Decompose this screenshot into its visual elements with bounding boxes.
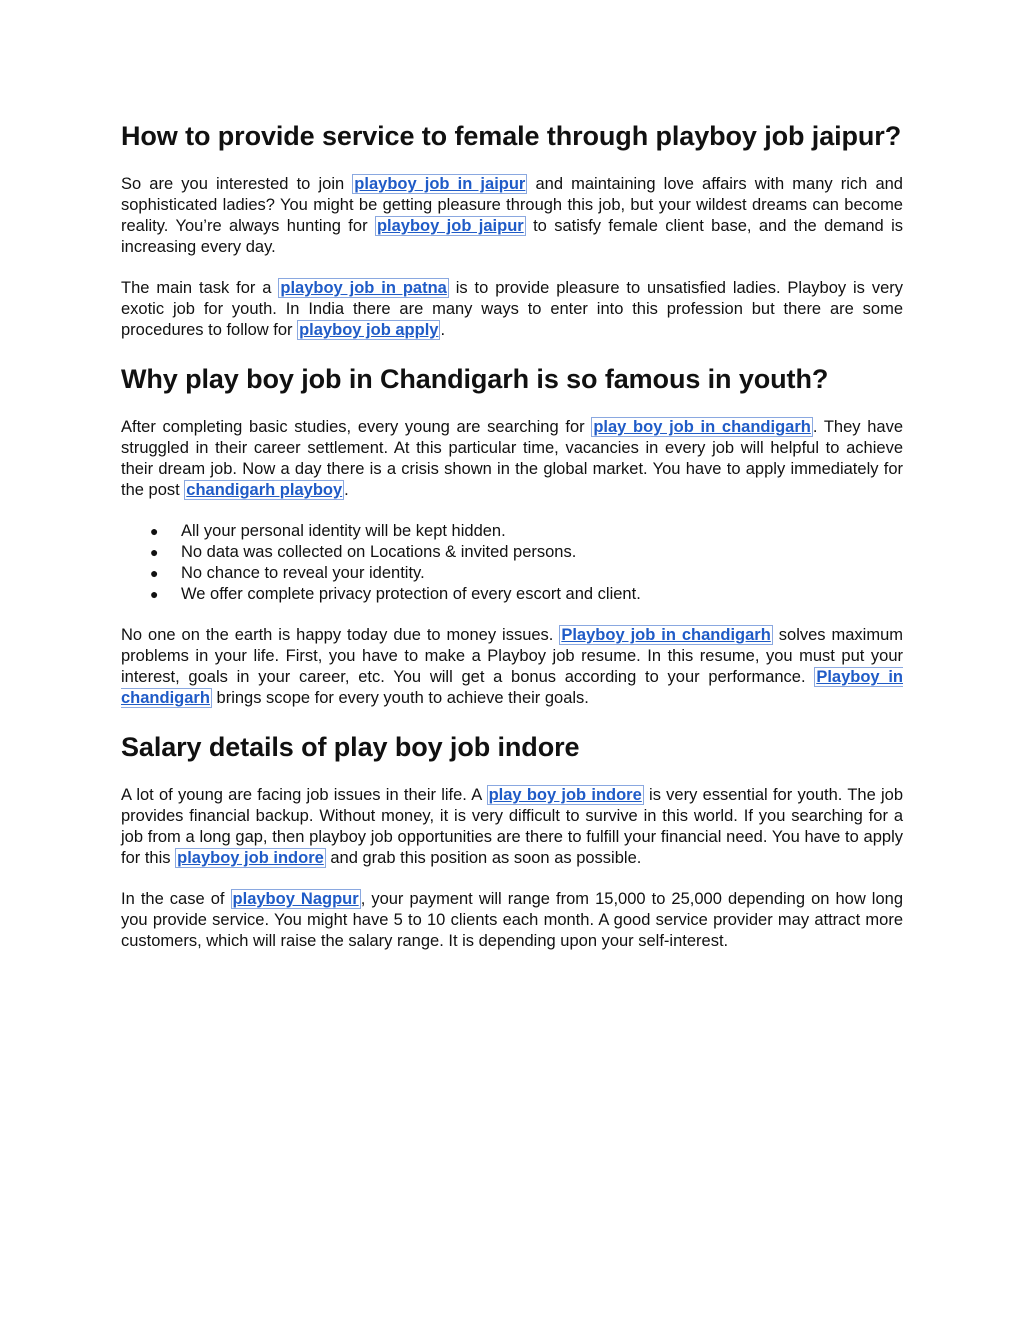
- list-item: [121, 584, 903, 605]
- text: A lot of young are facing job issues in their life. A: [121, 786, 487, 804]
- text: In the case of: [121, 890, 231, 908]
- text: . They have struggled in their career settlement. At this particular time, vacancies in every job will helpful to achieve their dream job. Now a day there is a crisis shown in the global market. You have to apply immediately for the post: [121, 418, 904, 499]
- text: solves maximum problems in your life. First, you have to make a Playboy job resume. In this resume, you must put your interest, goals in your career, etc. You will get a bonus according to your performance.: [121, 626, 903, 686]
- link-playboy-in-chandigarh[interactable]: Playboy in chandigarh: [121, 668, 903, 707]
- text: is to provide pleasure to unsatisfied ladies. Playboy is very exotic job for youth. In India there are many ways to enter into this profession but there are some procedures to follow for: [121, 279, 903, 339]
- privacy-bullet-list: [121, 521, 903, 605]
- heading-chandigarh: Why play boy job in Chandigarh is so famous in youth?: [121, 364, 829, 394]
- link-playboy-job-in-patna[interactable]: playboy job in patna: [280, 279, 447, 297]
- text: .: [344, 481, 349, 499]
- text: No one on the earth is happy today due to money issues.: [121, 626, 560, 644]
- link-playboy-job-apply[interactable]: playboy job apply: [299, 321, 439, 339]
- text: The main task for a: [121, 279, 279, 297]
- text: brings scope for every youth to achieve their goals.: [211, 689, 589, 707]
- link-playboy-job-in-chandigarh[interactable]: Playboy job in chandigarh: [561, 626, 771, 644]
- text: and maintaining love affairs with many rich and sophisticated ladies? You might be getting pleasure through this job, but your wildest dreams can become reality. You’re always hunting for: [121, 175, 903, 235]
- link-playboy-nagpur[interactable]: playboy Nagpur: [232, 890, 359, 908]
- text: and grab this position as soon as possible.: [325, 849, 642, 867]
- heading-jaipur: How to provide service to female through playboy job jaipur?: [121, 121, 902, 151]
- list-item: [121, 563, 903, 584]
- text: to satisfy female client base, and the demand is increasing every day.: [121, 217, 904, 256]
- list-item-text: We offer complete privacy protection of every escort and client.: [181, 585, 641, 603]
- document-page: [121, 118, 903, 972]
- link-play-boy-job-indore[interactable]: play boy job indore: [488, 786, 642, 804]
- paragraph-jaipur-intro: [121, 174, 903, 258]
- list-item-text: No chance to reveal your identity.: [181, 564, 425, 582]
- list-item: [121, 521, 903, 542]
- bullet-icon: ●: [150, 565, 159, 581]
- text: , your payment will range from 15,000 to 25,000 depending on how long you provide service. You might have 5 to 10 clients each month. A good service provider may attract more customers, which will raise the salary range. It is depending upon your self-interest.: [121, 890, 903, 950]
- link-play-boy-job-in-chandigarh[interactable]: play boy job in chandigarh: [593, 418, 811, 436]
- link-chandigarh-playboy[interactable]: chandigarh playboy: [186, 481, 343, 499]
- bullet-icon: ●: [150, 586, 159, 602]
- paragraph-chandigarh-money: [121, 625, 903, 709]
- heading-indore: Salary details of play boy job indore: [121, 732, 580, 762]
- link-playboy-job-indore[interactable]: playboy job indore: [177, 849, 324, 867]
- paragraph-chandigarh-intro: [121, 417, 903, 501]
- text: .: [440, 321, 446, 339]
- list-item: [121, 542, 903, 563]
- paragraph-patna: [121, 278, 903, 341]
- bullet-icon: ●: [150, 523, 159, 539]
- link-playboy-job-in-jaipur[interactable]: playboy job in jaipur: [354, 175, 526, 193]
- paragraph-nagpur: [121, 889, 903, 952]
- paragraph-indore: [121, 785, 903, 869]
- link-playboy-job-jaipur[interactable]: playboy job jaipur: [376, 217, 524, 235]
- list-item-text: All your personal identity will be kept hidden.: [181, 522, 506, 540]
- text: After completing basic studies, every young are searching for: [121, 418, 592, 436]
- list-item-text: No data was collected on Locations & invited persons.: [181, 543, 577, 561]
- text: is very essential for youth. The job provides financial backup. Without money, it is very difficult to survive in this world. If you searching for a job from a long gap, then playboy job opportunities are there to fulfill your financial need. You have to apply for this: [121, 786, 904, 867]
- text: So are you interested to join: [121, 175, 353, 193]
- bullet-icon: ●: [150, 544, 159, 560]
